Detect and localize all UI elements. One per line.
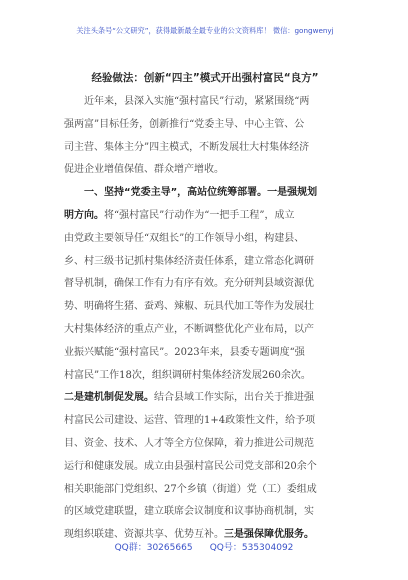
body-line: 势、明确将生猪、蚕鸡、辣椒、玩具代加工等作为发展壮: [64, 301, 314, 313]
body-line: 由党政主要领导任“双组长”的工作领导小组，构建县、: [64, 232, 305, 244]
body-line: 村富民公司建设、运营、管理的1+4政策性文件，给予项: [64, 415, 316, 427]
body-line: 村富民”工作18次，组织调研村集体经济发展260余次。: [64, 369, 311, 381]
body-line: 运行和健康发展。成立由县强村富民公司党支部和20余个: [64, 460, 317, 472]
body-line: [64, 391, 314, 404]
section-heading: 一、坚持“党委主导”，高站位统筹部署。一是强规划: [84, 187, 318, 199]
body-line: 近年来，县深入实施“强村富民”行动，紧紧围绕“两: [84, 96, 310, 107]
header-banner: 关注头条号“公文研究”，获得最新最全最专业的公文资料库！ 微信：gongwenyj: [76, 26, 334, 35]
bold-lead: 二是建机制促发展。: [64, 392, 154, 404]
line-text: 结合县域工作实际，出台关于推进强: [154, 392, 314, 404]
footer-contact: QQ群：30265665 QQ号：535304092: [114, 543, 294, 553]
body-line: 司主营、集体主分”四主模式，不断发展壮大村集体经济: [64, 141, 310, 153]
body-line: 的区域党建联盟，建立联席会议制度和议事协商机制，实: [64, 506, 314, 518]
body-line: 强两富”目标任务，创新推行“党委主导、中心主管、公: [64, 118, 305, 130]
body-line: 乡、村三级书记抓村集体经济责任体系，建立常态化调研: [64, 255, 314, 267]
bold-tail: 三是强保障优服务。: [224, 529, 314, 541]
body-line: [64, 209, 294, 222]
body-line: 促进企业增值保值、群众增产增收。: [64, 164, 224, 176]
body-line: 目、资金、技术、人才等全方位保障，着力推进公司规范: [64, 438, 314, 449]
body-line: 相关职能部门党组织、27个乡镇（街道）党（工）委组成: [64, 483, 317, 495]
line-text: 将“强村富民”行动作为“一把手工程”，成立: [104, 210, 295, 221]
body-line: 大村集体经济的重点产业，不断调整优化产业布局，以产: [64, 324, 314, 335]
body-line: [84, 186, 317, 199]
bold-lead: 明方向。: [64, 210, 104, 221]
line-text: 现组织联建、资源共享、优势互补。: [64, 529, 224, 541]
document-title: 经验做法：创新“四主”模式开出强村富民“良方”: [91, 72, 319, 84]
body-line: 督导机制，确保工作有力有序有效。充分研判县域资源优: [64, 278, 314, 290]
body-line: 业振兴赋能“强村富民”。2023年来，县委专题调度“强: [64, 346, 305, 358]
